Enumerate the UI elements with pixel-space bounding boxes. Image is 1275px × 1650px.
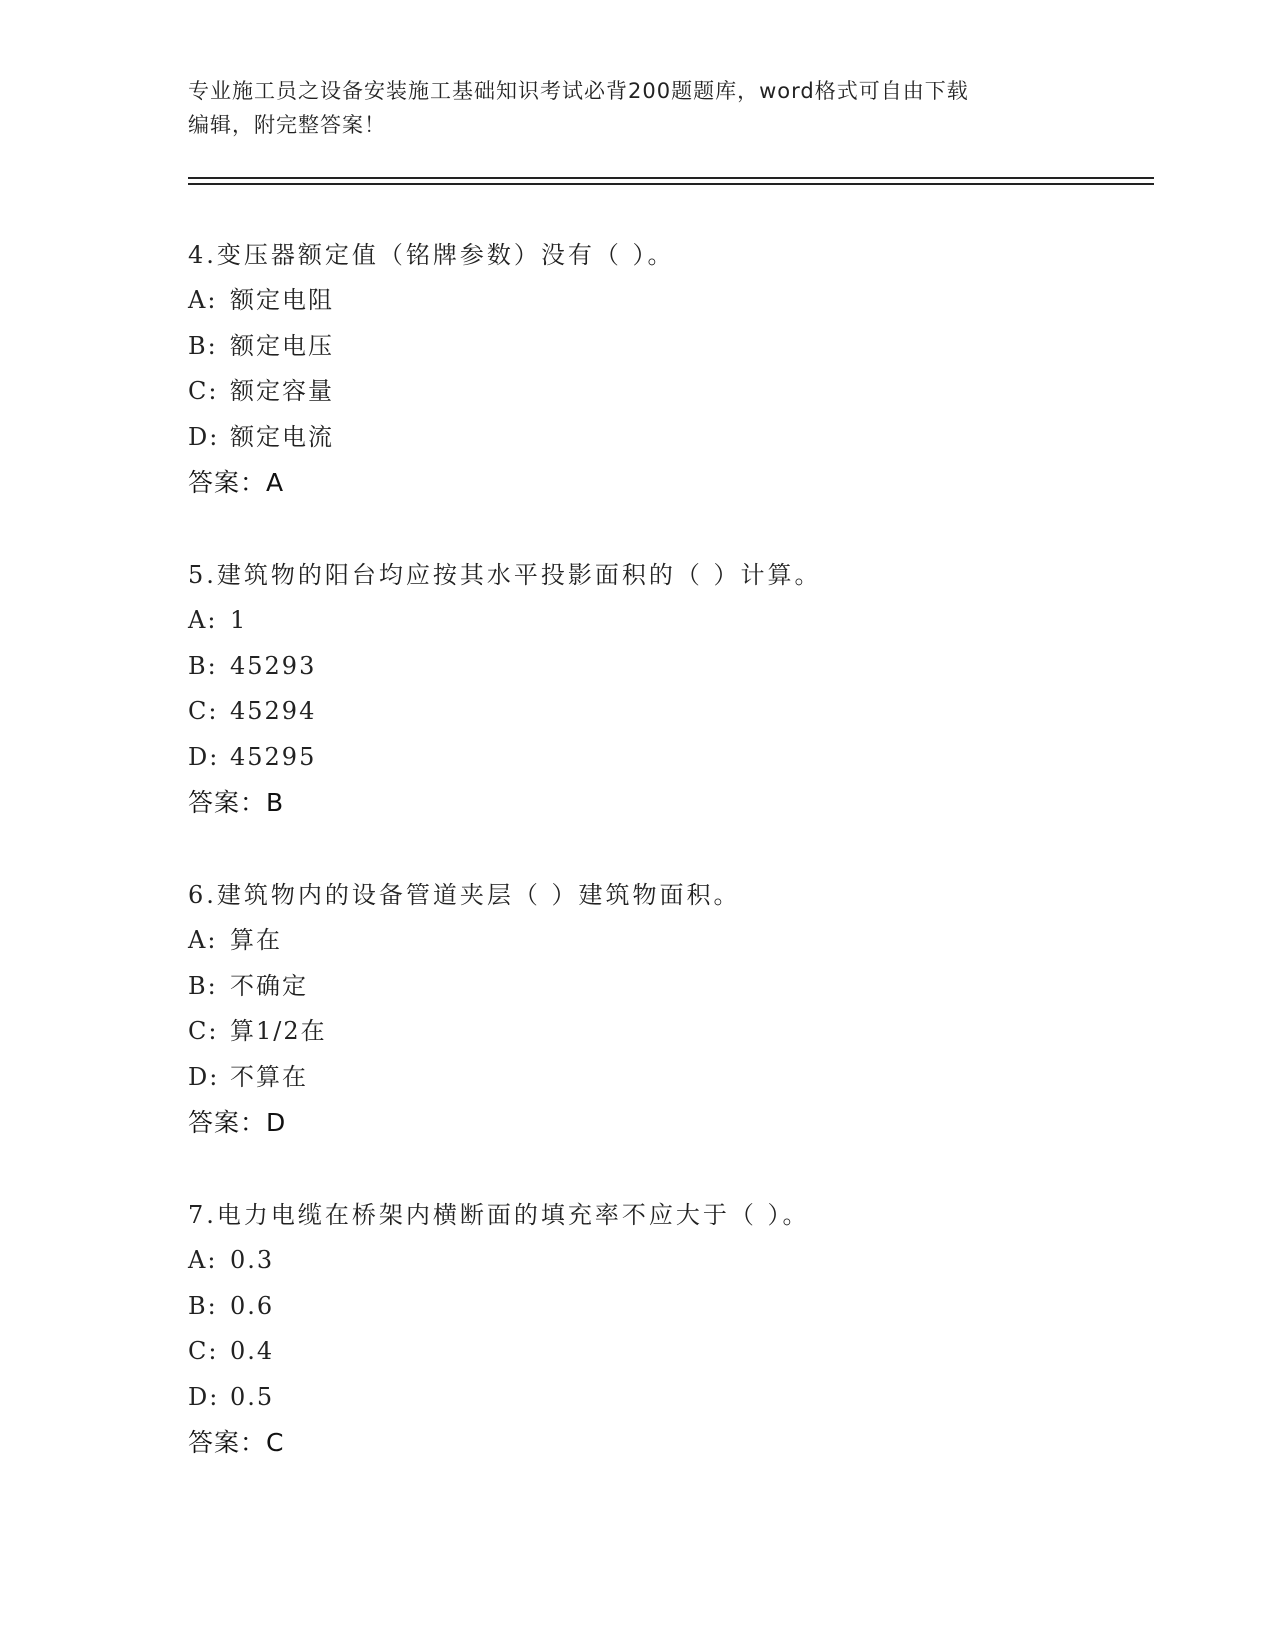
option-letter: D: <box>188 422 220 451</box>
option-b <box>188 1284 1148 1330</box>
option-d <box>188 735 1148 781</box>
option-letter: A: <box>188 286 218 314</box>
option-text: 0.3 <box>230 1246 275 1274</box>
option-a <box>188 1238 1148 1284</box>
question-item <box>188 1192 1148 1466</box>
option-text: 1 <box>230 606 248 634</box>
option-text: 0.4 <box>230 1337 275 1365</box>
question-stem: 4.变压器额定值（铭牌参数）没有（ ）。 <box>188 241 675 269</box>
option-letter: C: <box>188 377 219 405</box>
answer-line: 答案：D <box>188 1108 287 1137</box>
option-b <box>188 644 1148 690</box>
option-text: 0.5 <box>230 1382 275 1411</box>
option-letter: A: <box>188 926 218 954</box>
option-text: 45293 <box>230 651 317 680</box>
question-item <box>188 872 1148 1146</box>
option-text: 额定电阻 <box>230 286 334 314</box>
option-letter: B: <box>188 651 218 680</box>
option-letter: C: <box>188 697 219 725</box>
option-c <box>188 1329 1148 1375</box>
option-a <box>188 278 1148 324</box>
option-letter: C: <box>188 1017 219 1045</box>
option-letter: B: <box>188 1291 218 1320</box>
option-a <box>188 598 1148 644</box>
answer-line: 答案：C <box>188 1428 285 1457</box>
question-list <box>188 232 1148 1512</box>
option-text: 不算在 <box>230 1062 308 1091</box>
option-b <box>188 324 1148 370</box>
option-a <box>188 918 1148 964</box>
document-header <box>188 74 1088 142</box>
question-item <box>188 232 1148 506</box>
option-text: 额定电流 <box>230 422 334 451</box>
option-d <box>188 1375 1148 1421</box>
header-line-1: 专业施工员之设备安装施工基础知识考试必背200题题库，word格式可自由下载 <box>188 79 969 103</box>
option-c <box>188 689 1148 735</box>
option-c <box>188 1009 1148 1055</box>
header-divider-bottom <box>188 183 1154 185</box>
option-letter: A: <box>188 606 218 634</box>
question-stem: 7.电力电缆在桥架内横断面的填充率不应大于（ ）。 <box>188 1201 810 1229</box>
option-text: 45294 <box>230 697 317 725</box>
option-text: 算1/2在 <box>230 1017 327 1045</box>
option-d <box>188 1055 1148 1101</box>
option-letter: B: <box>188 331 218 360</box>
option-text: 不确定 <box>230 971 308 1000</box>
header-divider-top <box>188 177 1154 179</box>
option-letter: D: <box>188 1062 220 1091</box>
option-text: 0.6 <box>230 1291 275 1320</box>
header-line-2: 编辑，附完整答案！ <box>188 113 386 137</box>
question-stem: 5.建筑物的阳台均应按其水平投影面积的（ ）计算。 <box>188 561 822 589</box>
question-stem: 6.建筑物内的设备管道夹层（ ）建筑物面积。 <box>188 881 741 909</box>
question-item <box>188 552 1148 826</box>
option-d <box>188 415 1148 461</box>
answer-line: 答案：A <box>188 468 285 497</box>
option-text: 算在 <box>230 926 282 954</box>
answer-line: 答案：B <box>188 788 285 817</box>
option-c <box>188 369 1148 415</box>
option-text: 额定容量 <box>230 377 334 405</box>
option-letter: A: <box>188 1246 218 1274</box>
option-letter: D: <box>188 1382 220 1411</box>
option-letter: C: <box>188 1337 219 1365</box>
option-letter: B: <box>188 971 218 1000</box>
option-text: 额定电压 <box>230 331 334 360</box>
option-text: 45295 <box>230 742 317 771</box>
option-letter: D: <box>188 742 220 771</box>
option-b <box>188 964 1148 1010</box>
